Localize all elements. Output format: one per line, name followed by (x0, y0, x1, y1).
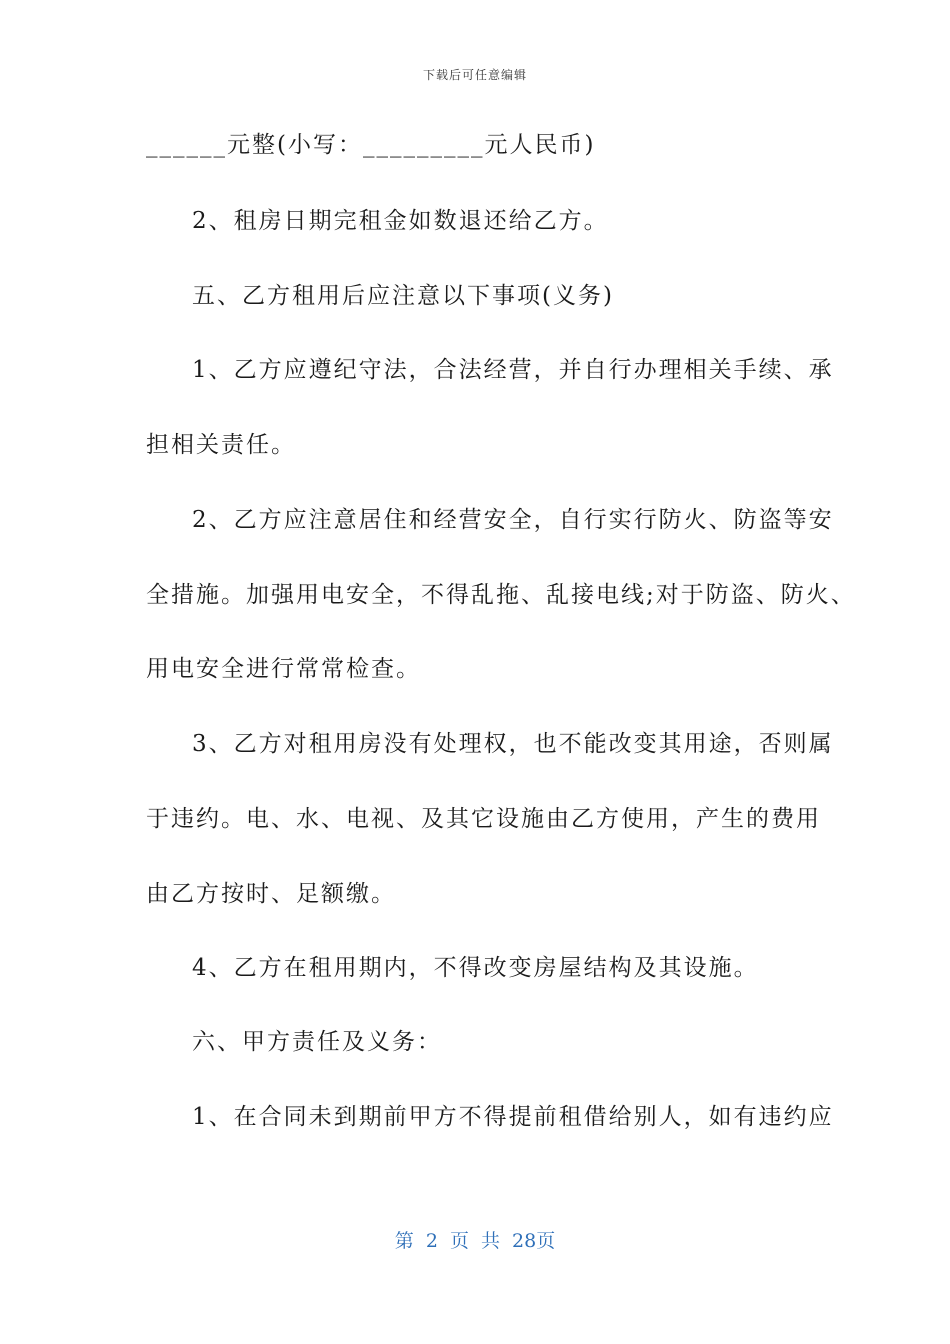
page-header: 下载后可任意编辑 (422, 68, 527, 82)
clause-text: 由乙方按时、足额缴。 (146, 881, 396, 907)
clause-text: 全措施。加强用电安全，不得乱拖、乱接电线;对于防盗、防火、 (146, 582, 856, 608)
clause-text: 用电安全进行常常检查。 (146, 656, 421, 682)
section-heading-5: 五、乙方租用后应注意以下事项(义务) (192, 283, 614, 309)
section-heading-6: 六、甲方责任及义务： (192, 1029, 442, 1055)
clause-text: 1、在合同未到期前甲方不得提前租借给别人，如有违约应 (192, 1104, 834, 1130)
clause-text: 2、乙方应注意居住和经营安全，自行实行防火、防盗等安 (192, 507, 834, 533)
clause-text: 1、乙方应遵纪守法，合法经营，并自行办理相关手续、承 (192, 357, 834, 383)
clause-text: 2、租房日期完租金如数退还给乙方。 (192, 208, 609, 234)
amount-line: ______元整(小写：_________元人民币) (146, 132, 596, 158)
clause-text: 于违约。电、水、电视、及其它设施由乙方使用，产生的费用 (146, 806, 821, 832)
clause-text: 4、乙方在租用期内，不得改变房屋结构及其设施。 (192, 955, 759, 981)
clause-text: 3、乙方对租用房没有处理权，也不能改变其用途，否则属 (192, 731, 834, 757)
clause-text: 担相关责任。 (146, 432, 296, 458)
page-number: 第 2 页 共 28页 (394, 1230, 556, 1252)
